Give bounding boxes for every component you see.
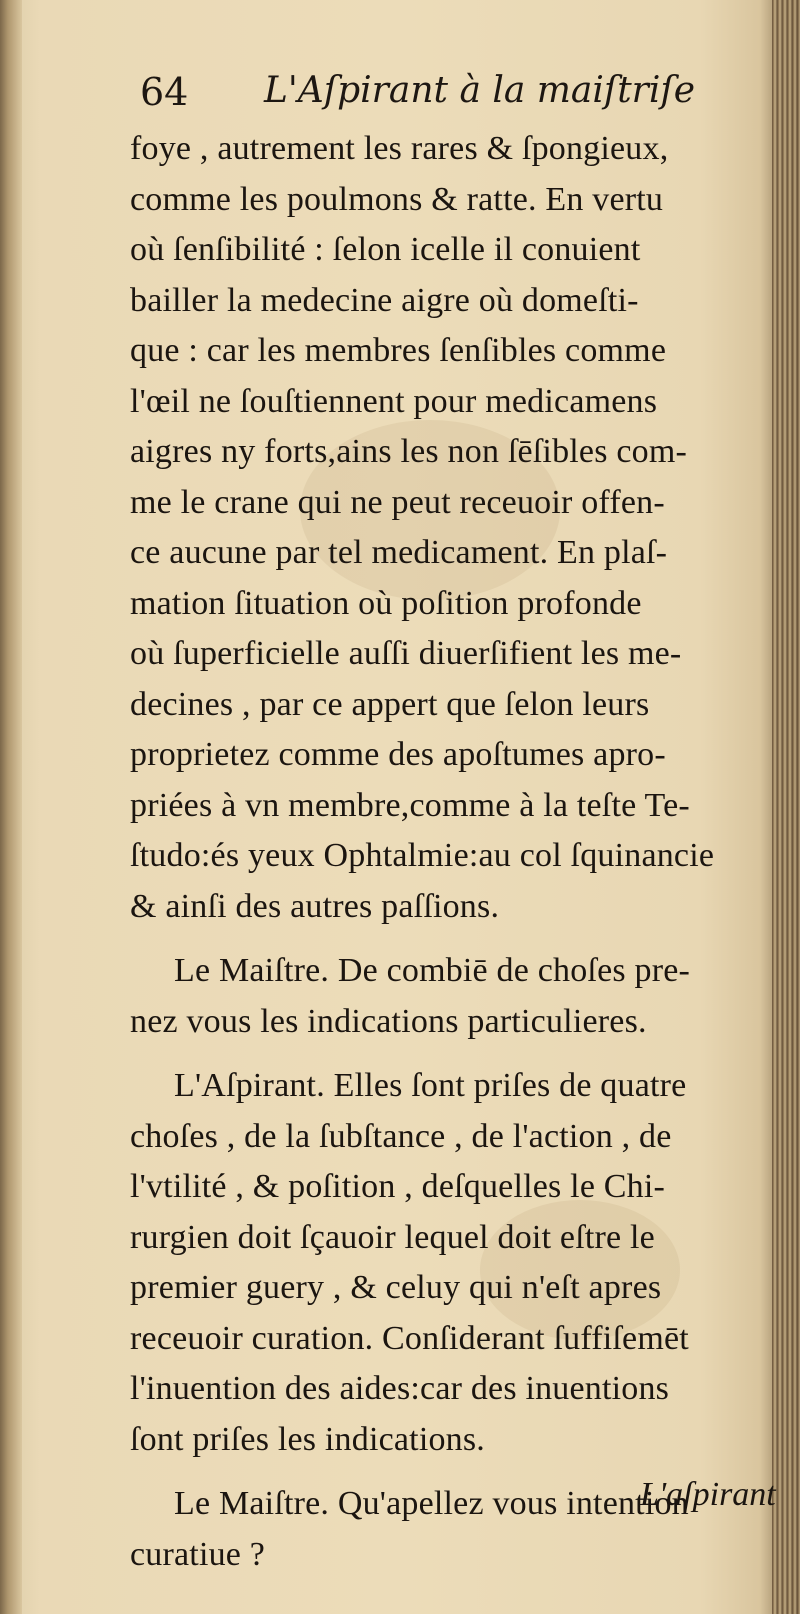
text-line: ſont priſes les indications. [130,1420,485,1458]
text-line: curatiue ? [130,1535,266,1573]
text-line: aigres ny forts,ains les non ſēſibles com- [130,433,687,470]
running-title: L'Aſpirant à la maiſtriſe [264,70,696,111]
text-line: l'inuention des aides:car des inuentions [130,1370,670,1407]
text-line: nez vous les indications particulieres. [130,1002,647,1040]
text-line: rurgien doit ſçauoir lequel doit eſtre le [130,1218,655,1256]
book-spine [0,0,22,1614]
page-number: 64 [140,70,189,114]
text-line: & ainſi des autres paſſions. [130,887,500,925]
text-line: proprietez comme des apoſtumes apro- [130,736,666,773]
text-line: Le Maiſtre. De combiē de choſes pre- [174,952,691,989]
page-header [140,70,760,130]
text-line: priées à vn membre,comme à la teſte Te- [130,786,690,824]
text-line: comme les poulmons & ratte. En vertu [130,180,664,218]
text-line: l'vtilité , & poſition , deſquelles le Chi- [130,1168,666,1205]
catchword: L'aſpirant [640,1476,776,1513]
text-line: ce aucune par tel medicament. En plaſ- [130,534,668,571]
text-line: me le crane qui ne peut receuoir offen- [130,483,665,521]
text-line: où ſuperficielle auſſi diuerſifient les me- [130,635,682,672]
paragraph-gap [130,1047,790,1061]
body-text [130,124,790,1580]
text-line: foye , autrement les rares & ſpongieux, [130,130,669,167]
text-line: L'Aſpirant. Elles ſont priſes de quatre [174,1067,687,1104]
text-line: premier guery , & celuy qui n'eſt apres [130,1269,662,1306]
text-line: où ſenſibilité : ſelon icelle il conuient [130,231,641,268]
text-line: choſes , de la ſubſtance , de l'action , de [130,1117,672,1155]
text-line: que : car les membres ſenſibles comme [130,332,667,369]
text-line: bailler la medecine aigre où domeſti- [130,281,639,319]
text-line: mation ſituation où poſition profonde [130,584,642,622]
text-line: decines , par ce appert que ſelon leurs [130,685,650,723]
text-line: receuoir curation. Conſiderant ſuffiſemēt [130,1319,689,1357]
text-line: l'œil ne ſouſtiennent pour medicamens [130,382,658,420]
paragraph-gap [130,932,790,946]
text-line: ſtudo:és yeux Ophtalmie:au col ſquinancie [130,837,715,874]
text-line: Le Maiſtre. Qu'apellez vous intention [174,1485,689,1522]
